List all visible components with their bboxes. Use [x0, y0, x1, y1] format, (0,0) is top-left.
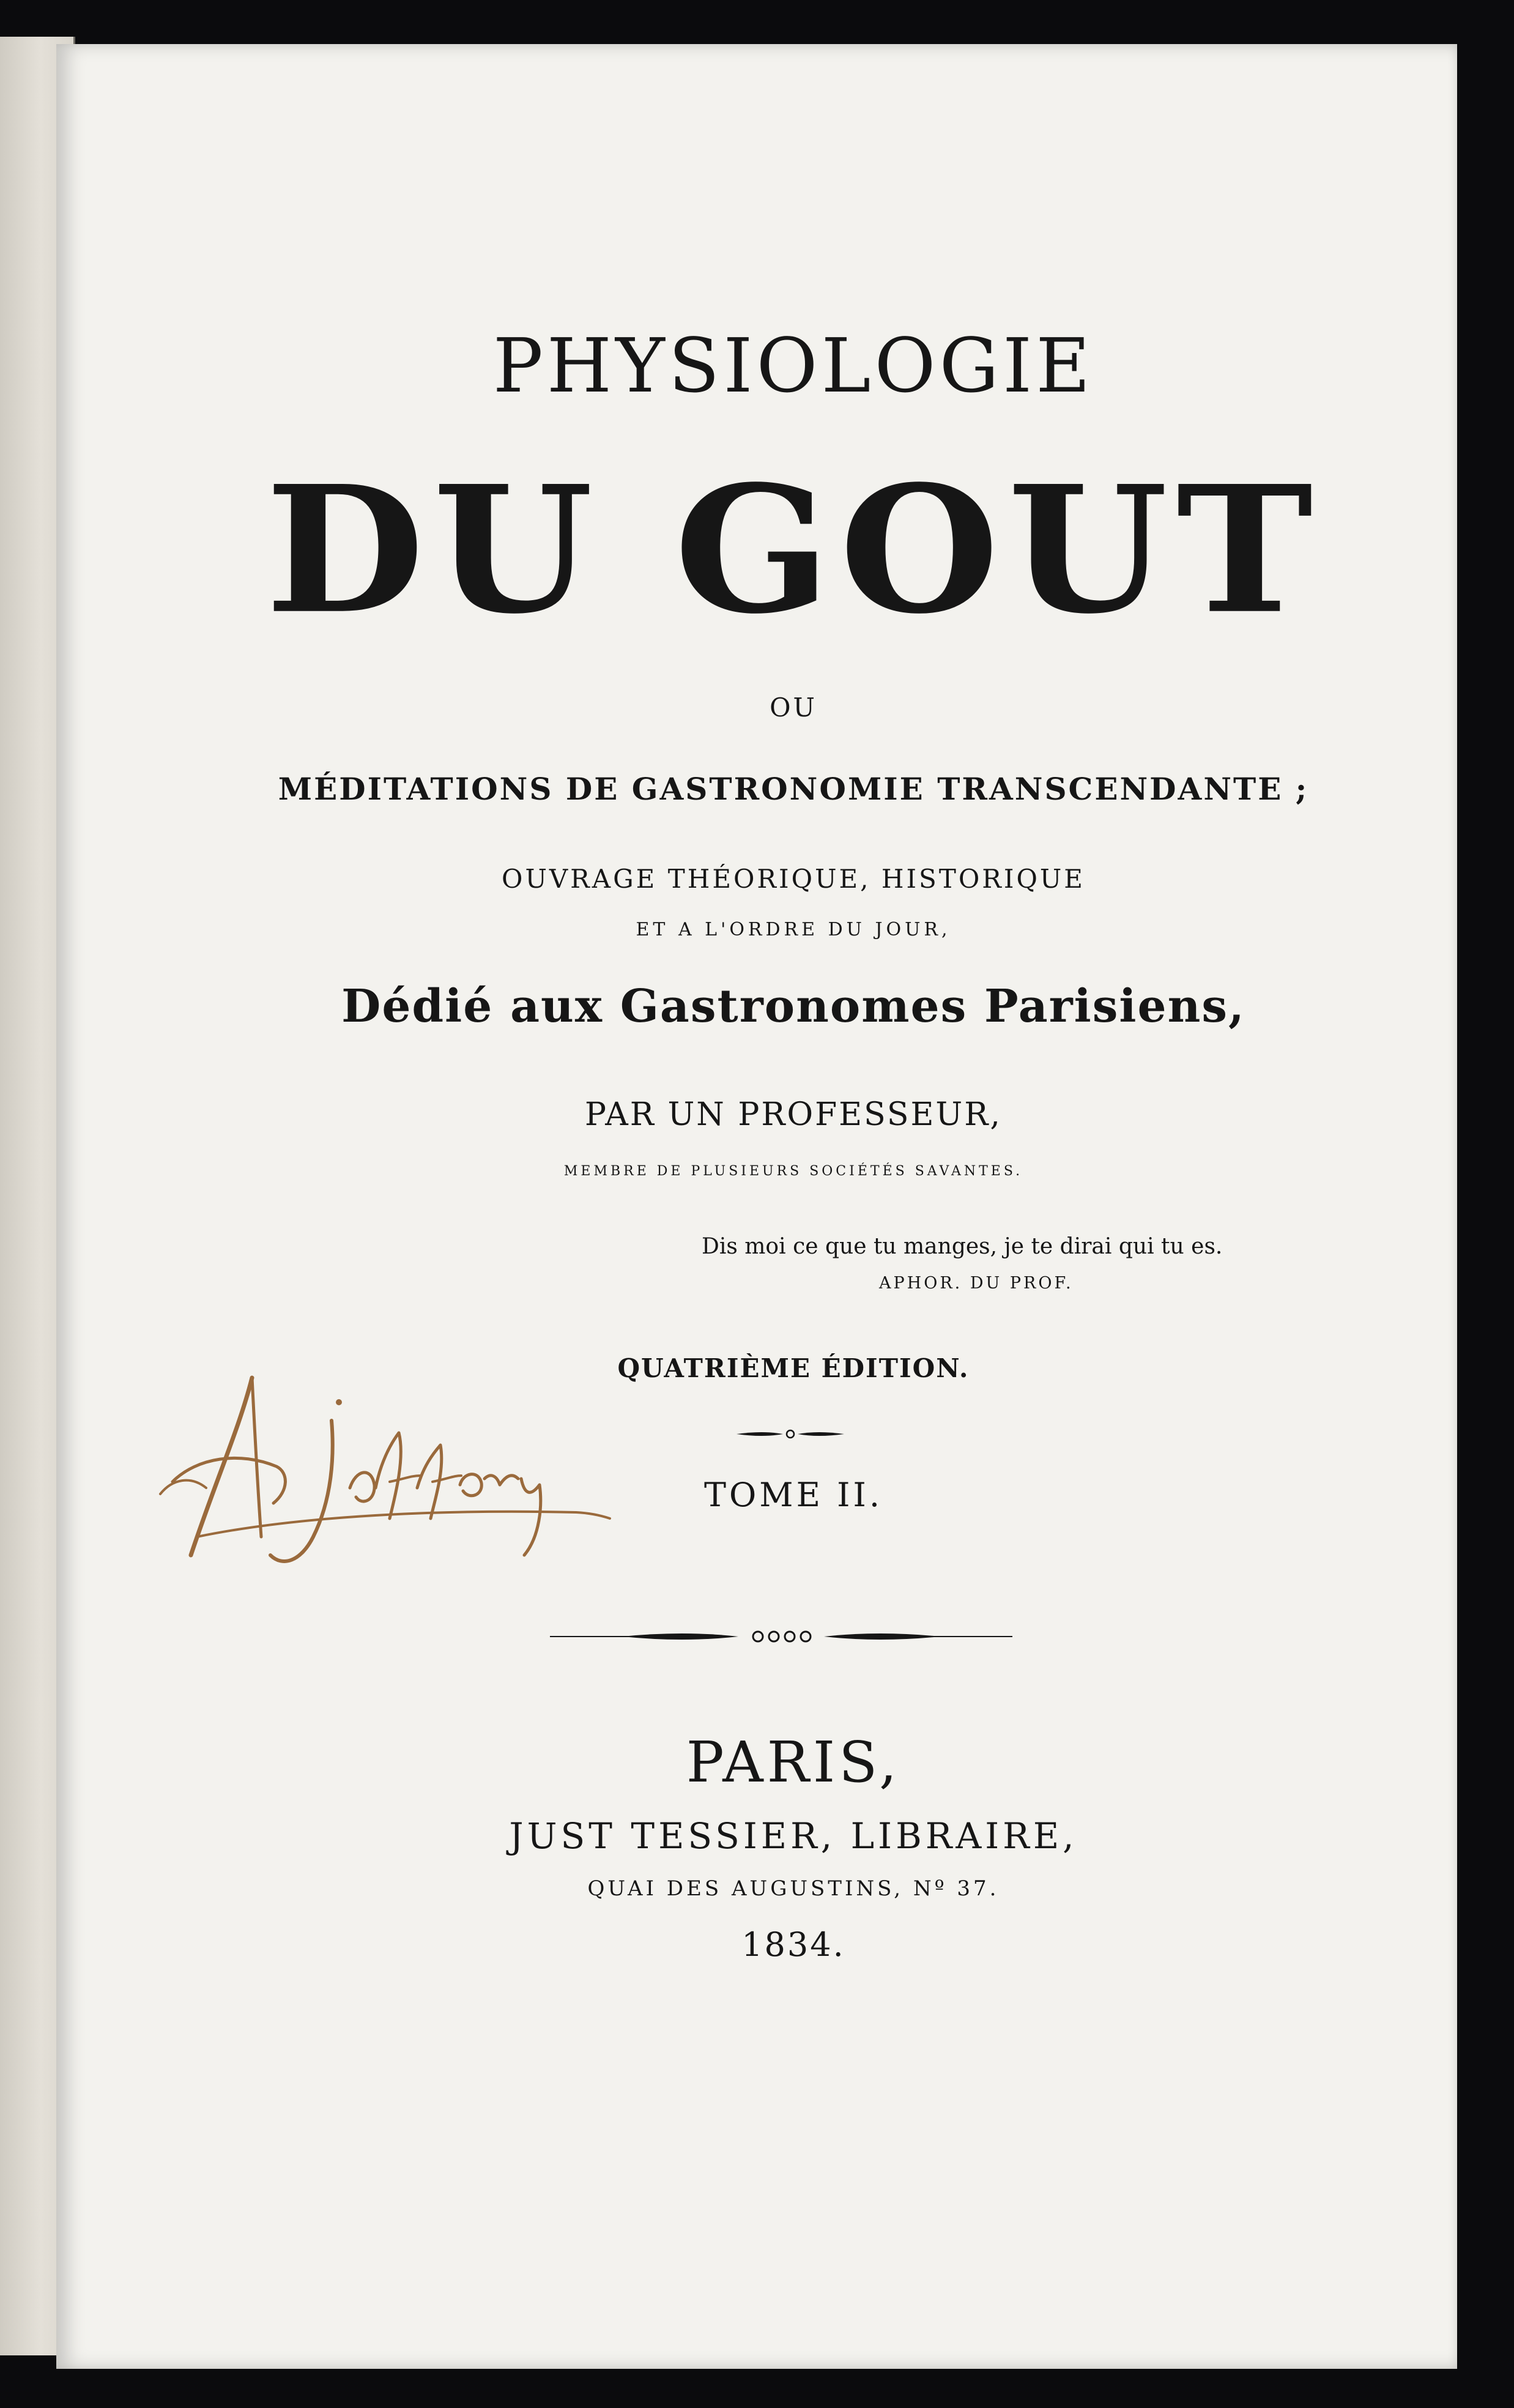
publisher-address: QUAI DES AUGUSTINS, Nº 37.	[587, 1876, 1000, 1901]
edition: QUATRIÈME ÉDITION.	[617, 1353, 970, 1383]
motto-attribution: APHOR. DU PROF.	[879, 1274, 1074, 1293]
publisher: JUST TESSIER, LIBRAIRE,	[509, 1815, 1078, 1857]
subtitle: MÉDITATIONS DE GASTRONOMIE TRANSCENDANTE ;	[278, 771, 1309, 807]
publication-year: 1834.	[741, 1925, 845, 1964]
author: PAR UN PROFESSEUR,	[585, 1096, 1002, 1133]
large-ornament	[549, 1626, 1014, 1648]
small-ornament	[735, 1427, 845, 1441]
title-line-1: PHYSIOLOGIE	[492, 322, 1094, 409]
motto: Dis moi ce que tu manges, je te dirai qui tu es.	[702, 1234, 1223, 1259]
title-page	[56, 44, 1457, 2369]
city: PARIS,	[686, 1730, 901, 1795]
description-line-1: OUVRAGE THÉORIQUE, HISTORIQUE	[502, 864, 1085, 894]
description-line-2: ET A L'ORDRE DU JOUR,	[636, 919, 951, 940]
dedication: Dédié aux Gastronomes Parisiens,	[341, 980, 1245, 1033]
handwritten-signature	[148, 1353, 613, 1616]
volume: TOME II.	[704, 1476, 883, 1514]
conjunction: OU	[770, 693, 817, 723]
author-note: MEMBRE DE PLUSIEURS SOCIÉTÉS SAVANTES.	[563, 1164, 1023, 1179]
title-line-2: DU GOUT	[265, 447, 1322, 653]
